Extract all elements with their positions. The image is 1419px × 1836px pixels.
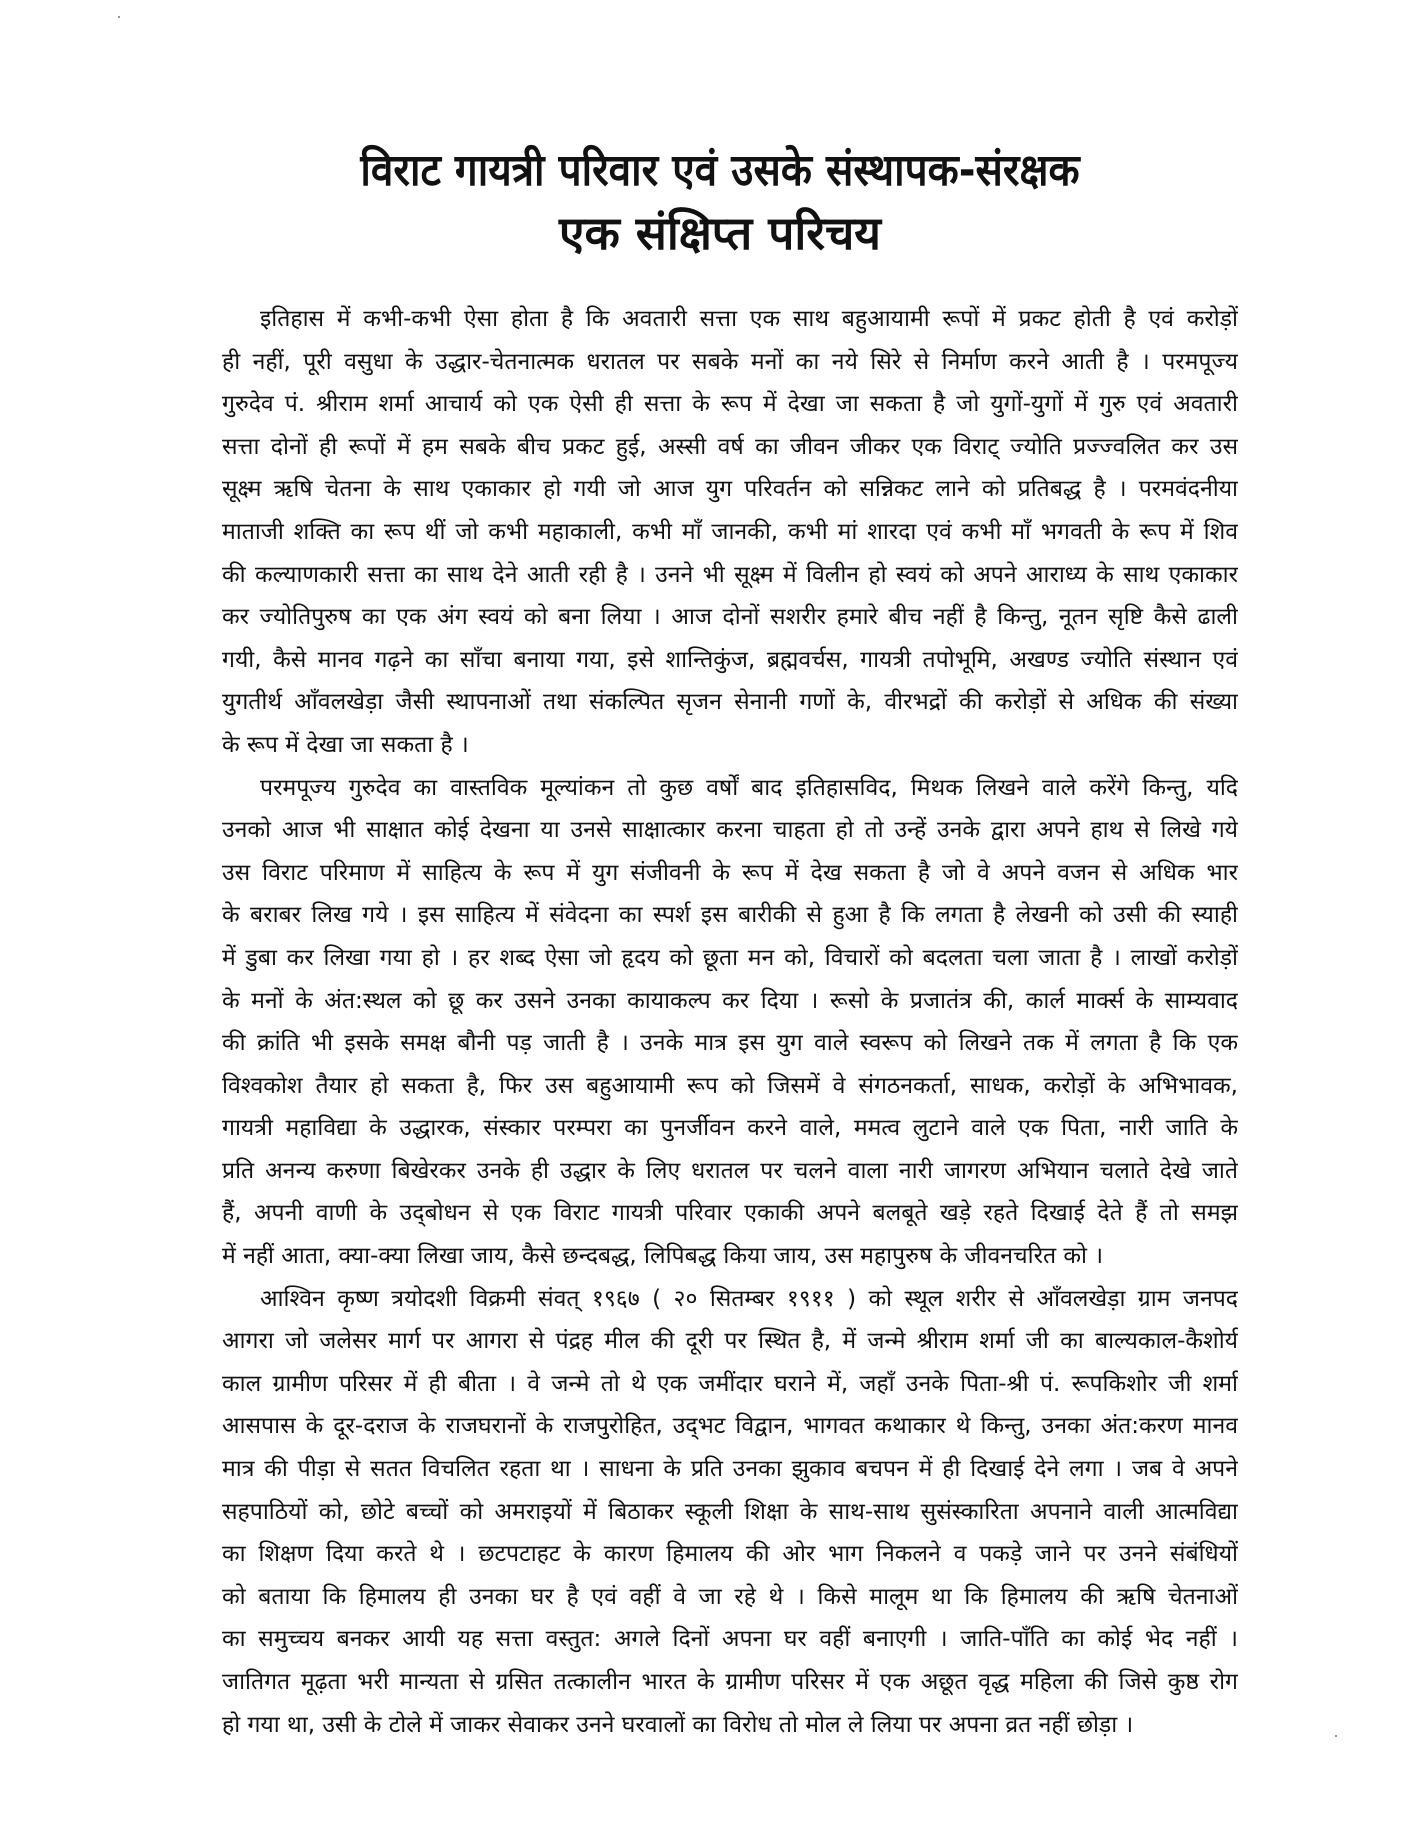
text-line: युगतीर्थ आँवलखेड़ा जैसी स्थापनाओं तथा संकल्पित सृजन सेनानी गणों के, वीरभद्रों की करोड़ों से अधिक की संख्या (222, 689, 1238, 716)
text-line: ही नहीं, पूरी वसुधा के उद्धार-चेतनात्मक धरातल पर सबके मनों का नये सिरे से निर्माण करने आती है । परमपूज्य (222, 348, 1238, 375)
text-line: जातिगत मूढ़ता भरी मान्यता से ग्रसित तत्कालीन भारत के ग्रामीण परिसर में एक अछूत वृद्ध महिला की जिसे कुष्ठ रोग (222, 1669, 1238, 1695)
text-line: में डुबा कर लिखा गया हो । हर शब्द ऐसा जो हृदय को छूता मन को, विचारों को बदलता चला जाता है । लाखों करोड़ों (222, 944, 1238, 971)
text-line: के रूप में देखा जा सकता है । (222, 731, 469, 758)
document-title (200, 140, 1240, 264)
text-line: विश्वकोश तैयार हो सकता है, फिर उस बहुआयामी रूप को जिसमें वे संगठनकर्ता, साधक, करोड़ों के अभिभावक, (222, 1072, 1238, 1099)
title-line-2: एक संक्षिप्त परिचय (559, 206, 881, 260)
text-line: की कल्याणकारी सत्ता का साथ देने आती रही है । उनने भी सूक्ष्म में विलीन हो स्वयं को अपने आराध्य के साथ एकाकार (222, 561, 1238, 588)
text-line: कर ज्योतिपुरुष का एक अंग स्वयं को बना लिया । आज दोनों सशरीर हमारे बीच नहीं है किन्तु, नूतन सृष्टि कैसे ढाली (222, 604, 1238, 631)
text-line: सत्ता दोनों ही रूपों में हम सबके बीच प्रकट हुई, अस्सी वर्ष का जीवन जीकर एक विराट् ज्योति प्रज्ज्वलित कर उस (222, 433, 1238, 460)
text-line: की क्रांति भी इसके समक्ष बौनी पड़ जाती है । उनके मात्र इस युग वाले स्वरूप को लिखने तक में लगता है कि एक (222, 1030, 1238, 1057)
text-line: इतिहास में कभी-कभी ऐसा होता है कि अवतारी सत्ता एक साथ बहुआयामी रूपों में प्रकट होती है एवं करोड़ों (260, 306, 1238, 332)
text-line: में नहीं आता, क्या-क्या लिखा जाय, कैसे छन्दबद्ध, लिपिबद्ध किया जाय, उस महापुरुष के जीवनचरित को । (222, 1243, 1104, 1270)
document-body (222, 298, 1238, 1746)
title-line-1: विराट गायत्री परिवार एवं उसके संस्थापक-संरक्षक (360, 145, 1080, 196)
text-line: के बराबर लिख गये । इस साहित्य में संवेदना का स्पर्श इस बारीकी से हुआ है कि लगता है लेखनी को उसी की स्याही (222, 902, 1238, 929)
text-line: हो गया था, उसी के टोले में जाकर सेवाकर उनने घरवालों का विरोध तो मोल ले लिया पर अपना व्रत नहीं छोड़ा । (222, 1711, 1134, 1738)
text-line: मात्र की पीड़ा से सतत विचलित रहता था । साधना के प्रति उनका झुकाव बचपन में ही दिखाई देने लगा । जब वे अपने (222, 1456, 1238, 1483)
text-line: के मनों के अंत:स्थल को छू कर उसने उनका कायाकल्प कर दिया । रूसो के प्रजातंत्र की, कार्ल मार्क्स के साम्यवाद (222, 987, 1238, 1014)
scan-speck (118, 16, 120, 18)
text-line: परमपूज्य गुरुदेव का वास्तविक मूल्यांकन तो कुछ वर्षों बाद इतिहासविद, मिथक लिखने वाले करेंगे किन्तु, यदि (260, 774, 1238, 801)
text-line: गुरुदेव पं. श्रीराम शर्मा आचार्य को एक ऐसी ही सत्ता के रूप में देखा जा सकता है जो युगों-युगों में गुरु एवं अवतारी (222, 391, 1238, 418)
text-line: गयी, कैसे मानव गढ़ने का साँचा बनाया गया, इसे शान्तिकुंज, ब्रह्मवर्चस, गायत्री तपोभूमि, अखण्ड ज्योति संस्थान एवं (222, 646, 1238, 673)
scan-speck (1335, 1735, 1337, 1737)
paragraph-3 (222, 1278, 1238, 1747)
text-line: सूक्ष्म ऋषि चेतना के साथ एकाकार हो गयी जो आज युग परिवर्तन को सन्निकट लाने को प्रतिबद्ध है । परमवंदनीया (222, 476, 1238, 503)
text-line: आगरा जो जलेसर मार्ग पर आगरा से पंद्रह मील की दूरी पर स्थित है, में जन्मे श्रीराम शर्मा जी का बाल्यकाल-कैशोर्य (222, 1328, 1238, 1355)
text-line: आसपास के दूर-दराज के राजघरानों के राजपुरोहित, उद्‌भट विद्वान, भागवत कथाकार थे किन्तु, उनका अंत:करण मानव (222, 1413, 1238, 1440)
text-line: आश्विन कृष्ण त्रयोदशी विक्रमी संवत् १९६७ ( २० सितम्बर १९११ ) को स्थूल शरीर से आँवलखेड़ा ग्राम जनपद (260, 1285, 1238, 1312)
text-line: माताजी शक्ति का रूप थीं जो कभी महाकाली, कभी माँ जानकी, कभी मां शारदा एवं कभी माँ भगवती के रूप में शिव (222, 518, 1238, 545)
text-line: को बताया कि हिमालय ही उनका घर है एवं वहीं वे जा रहे थे । किसे मालूम था कि हिमालय की ऋषि चेतनाओं (222, 1583, 1238, 1610)
text-line: का समुच्चय बनकर आयी यह सत्ता वस्तुत: अगले दिनों अपना घर वहीं बनाएगी । जाति-पाँति का कोई भेद नहीं । (222, 1626, 1238, 1653)
text-line: का शिक्षण दिया करते थे । छटपटाहट के कारण हिमालय की ओर भाग निकलने व पकड़े जाने पर उनने संबंधियों (222, 1541, 1238, 1568)
text-line: उस विराट परिमाण में साहित्य के रूप में युग संजीवनी के रूप में देख सकता है जो वे अपने वजन से अधिक भार (222, 859, 1238, 886)
text-line: हैं, अपनी वाणी के उद्‌बोधन से एक विराट गायत्री परिवार एकाकी अपने बलबूते खड़े रहते दिखाई देते हैं तो समझ (222, 1200, 1238, 1227)
text-line: प्रति अनन्य करुणा बिखेरकर उनके ही उद्धार के लिए धरातल पर चलने वाला नारी जागरण अभियान चलाते देखे जाते (222, 1157, 1238, 1184)
paragraph-2 (222, 767, 1238, 1278)
text-line: गायत्री महाविद्या के उद्धारक, संस्कार परम्परा का पुनर्जीवन करने वाले, ममत्व लुटाने वाले एक पिता, नारी जाति के (222, 1115, 1238, 1142)
text-line: काल ग्रामीण परिसर में ही बीता । वे जन्मे तो थे एक जमींदार घराने में, जहाँ उनके पिता-श्री पं. रूपकिशोर जी शर्मा (222, 1370, 1238, 1397)
paragraph-1 (222, 298, 1238, 767)
text-line: सहपाठियों को, छोटे बच्चों को अमराइयों में बिठाकर स्कूली शिक्षा के साथ-साथ सुसंस्कारिता अपनाने वाली आत्मविद्या (222, 1498, 1238, 1525)
text-line: उनको आज भी साक्षात कोई देखना या उनसे साक्षात्कार करना चाहता हो तो उन्हें उनके द्वारा अपने हाथ से लिखे गये (222, 817, 1238, 844)
